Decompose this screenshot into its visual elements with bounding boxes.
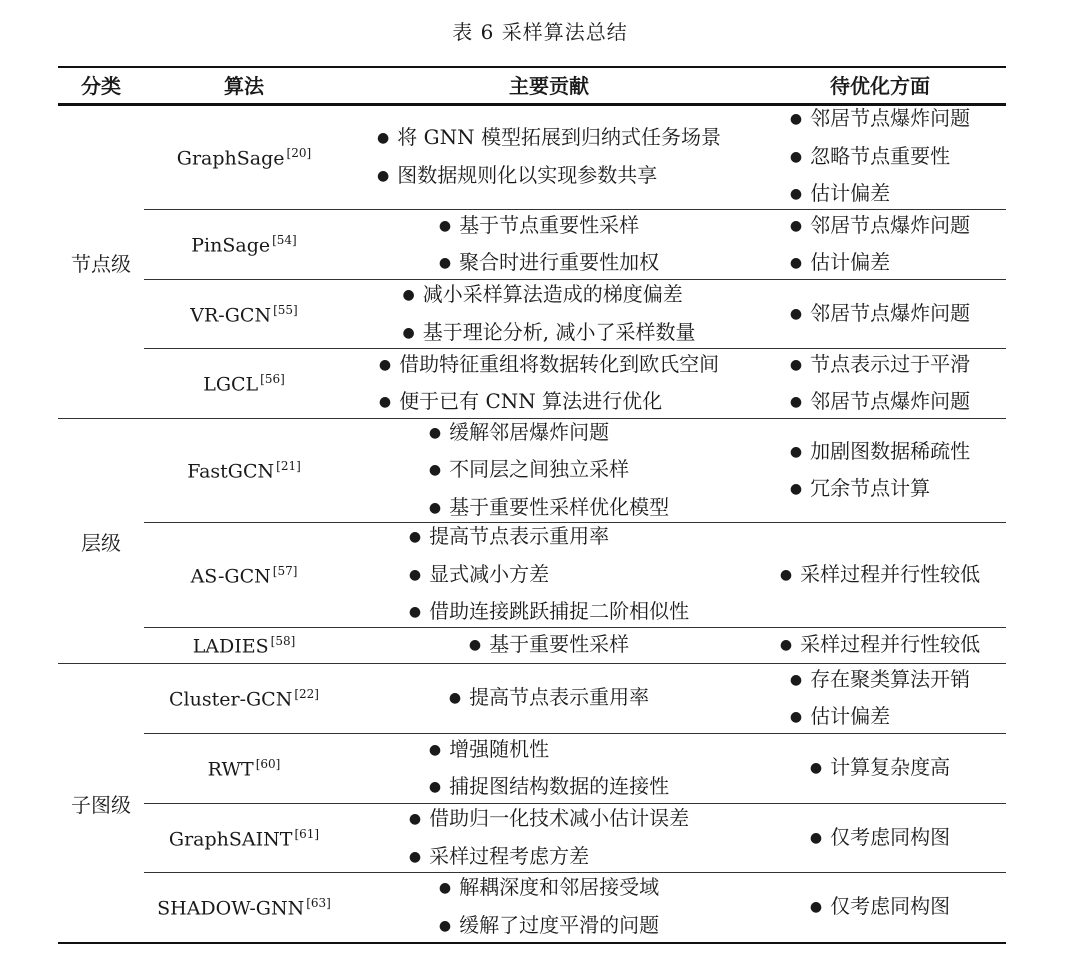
improvement-text: 采样过程并行性较低 — [800, 632, 981, 657]
contribution-text: 增强随机性 — [449, 736, 550, 761]
improvement-item — [790, 208, 970, 246]
bullet-icon: ● — [408, 848, 422, 865]
bullet-icon: ● — [438, 917, 452, 934]
algorithm-name — [187, 459, 301, 482]
improvement-item — [810, 750, 950, 788]
algorithm-cell — [144, 628, 344, 664]
contribution-item — [409, 801, 689, 839]
algorithm-cell — [144, 734, 344, 804]
algorithm-name — [169, 687, 319, 710]
contribution-cell — [344, 105, 754, 210]
improvement-item — [790, 245, 890, 283]
contribution-list — [469, 627, 629, 665]
improvement-item — [810, 820, 950, 858]
improvement-text: 估计偏差 — [810, 250, 891, 274]
improvement-list — [810, 820, 950, 858]
contribution-text: 采样过程考虑方差 — [429, 843, 590, 868]
bullet-icon: ● — [468, 637, 482, 654]
improvement-item — [790, 139, 950, 177]
bullet-icon: ● — [402, 287, 415, 303]
algorithm-cell — [144, 804, 344, 873]
bullet-icon: ● — [789, 305, 803, 322]
improvement-text: 节点表示过于平滑 — [810, 351, 971, 376]
improvement-item — [790, 101, 970, 139]
contribution-text: 提高节点表示重用率 — [429, 524, 610, 549]
contribution-text: 捕捉图结构数据的连接性 — [449, 774, 670, 798]
reference-citation: [21] — [276, 459, 301, 474]
contribution-cell — [344, 280, 754, 349]
bullet-icon: ● — [789, 671, 803, 688]
contribution-list — [409, 801, 689, 876]
improvement-text: 采样过程并行性较低 — [800, 561, 981, 586]
improvement-item — [790, 347, 970, 385]
bullet-icon: ● — [438, 255, 452, 271]
improvement-item — [790, 471, 930, 509]
bullet-icon: ● — [448, 690, 462, 707]
improvement-list — [780, 557, 980, 595]
header-algorithm: 算法 — [224, 74, 264, 98]
algorithm-label: LADIES — [192, 635, 269, 658]
reference-citation: [56] — [260, 372, 285, 387]
improvement-text: 邻居节点爆炸问题 — [810, 212, 971, 237]
contribution-item — [429, 452, 629, 490]
algorithm-name — [191, 564, 298, 587]
contribution-item — [469, 627, 629, 665]
bullet-icon: ● — [789, 356, 803, 373]
improvement-item — [790, 296, 970, 334]
contribution-item — [429, 415, 609, 453]
algorithm-label: GraphSAINT — [168, 828, 293, 851]
improvement-cell — [754, 349, 1006, 419]
contribution-list — [409, 519, 689, 632]
algorithm-name — [190, 303, 297, 326]
contribution-list — [403, 277, 696, 352]
contribution-text: 不同层之间独立采样 — [449, 457, 630, 482]
contribution-list — [429, 415, 669, 528]
improvement-text: 仅考虑同构图 — [830, 824, 951, 849]
algorithm-cell — [144, 105, 344, 210]
bullet-icon: ● — [789, 709, 803, 725]
contribution-item — [409, 519, 609, 557]
improvement-text: 计算复杂度高 — [830, 755, 951, 780]
improvement-list — [810, 750, 950, 788]
algorithm-cell — [144, 419, 344, 523]
improvement-text: 邻居节点爆炸问题 — [810, 300, 971, 325]
bullet-icon: ● — [438, 880, 452, 896]
algorithm-label: SHADOW-GNN — [157, 897, 305, 920]
improvement-text: 加剧图数据稀疏性 — [810, 438, 971, 463]
bullet-icon: ● — [438, 217, 452, 234]
improvement-cell — [754, 210, 1006, 280]
reference-citation: [22] — [294, 687, 319, 702]
algorithm-cell — [144, 349, 344, 419]
improvement-cell — [754, 628, 1006, 664]
improvement-text: 仅考虑同构图 — [830, 893, 951, 918]
reference-citation: [55] — [273, 302, 298, 317]
contribution-text: 基于重要性采样优化模型 — [449, 494, 670, 519]
improvement-item — [780, 627, 980, 665]
reference-citation: [20] — [286, 145, 312, 160]
contribution-text: 将 GNN 模型拓展到归纳式任务场景 — [397, 125, 721, 149]
improvement-text: 估计偏差 — [810, 181, 891, 206]
bullet-icon: ● — [789, 148, 803, 165]
improvement-item — [780, 557, 980, 595]
improvement-cell — [754, 804, 1006, 873]
contribution-item — [409, 557, 549, 595]
bullet-icon: ● — [428, 779, 442, 795]
contribution-text: 基于重要性采样 — [489, 632, 630, 657]
contribution-list — [429, 732, 669, 807]
contribution-text: 图数据规则化以实现参数共享 — [397, 162, 658, 187]
algorithm-name — [193, 634, 296, 657]
contribution-list — [377, 120, 721, 195]
improvement-list — [790, 101, 970, 214]
contribution-text: 借助特征重组将数据转化到欧氏空间 — [399, 351, 720, 376]
contribution-item — [429, 732, 549, 770]
contribution-item — [439, 870, 659, 908]
improvement-cell — [754, 280, 1006, 349]
algorithm-label: VR-GCN — [190, 304, 272, 327]
improvement-list — [810, 889, 950, 927]
contribution-cell — [344, 734, 754, 804]
contribution-item — [377, 120, 721, 158]
bullet-icon: ● — [789, 186, 803, 203]
improvement-list — [790, 208, 970, 283]
reference-citation: [54] — [272, 233, 297, 248]
contribution-text: 借助归一化技术减小估计误差 — [429, 806, 690, 830]
bullet-icon: ● — [408, 604, 422, 621]
contribution-text: 缓解了过度平滑的问题 — [459, 912, 660, 937]
algorithm-label: GraphSage — [176, 147, 285, 170]
improvement-item — [810, 889, 950, 927]
improvement-text: 估计偏差 — [810, 704, 891, 728]
bullet-icon: ● — [809, 760, 823, 777]
algorithm-label: LGCL — [203, 373, 259, 396]
bullet-icon: ● — [408, 529, 422, 546]
bullet-icon: ● — [789, 217, 803, 234]
reference-citation: [60] — [255, 757, 281, 772]
reference-citation: [63] — [306, 895, 331, 910]
algorithm-cell — [144, 523, 344, 628]
algorithm-label: PinSage — [191, 234, 271, 257]
algorithm-cell — [144, 873, 344, 942]
reference-citation: [58] — [270, 634, 296, 649]
improvement-list — [790, 434, 970, 509]
contribution-list — [439, 870, 659, 945]
contribution-text: 便于已有 CNN 算法进行优化 — [399, 389, 663, 413]
improvement-item — [790, 699, 890, 737]
contribution-text: 减小采样算法造成的梯度偏差 — [422, 282, 683, 306]
header-category: 分类 — [81, 74, 121, 98]
contribution-item — [449, 680, 649, 718]
bullet-icon: ● — [779, 637, 793, 654]
contribution-cell — [344, 523, 754, 628]
category-label: 节点级 — [71, 251, 131, 276]
contribution-text: 基于节点重要性采样 — [459, 212, 640, 237]
improvement-cell — [754, 419, 1006, 523]
bullet-icon: ● — [428, 499, 442, 516]
bullet-icon: ● — [809, 829, 823, 846]
improvement-cell — [754, 734, 1006, 804]
bullet-icon: ● — [789, 255, 803, 271]
algorithm-label: Cluster-GCN — [169, 688, 293, 711]
bullet-icon: ● — [789, 394, 803, 410]
algorithm-name — [177, 146, 311, 169]
contribution-cell — [344, 419, 754, 523]
improvement-text: 邻居节点爆炸问题 — [810, 106, 971, 131]
contribution-text: 解耦深度和邻居接受域 — [459, 875, 660, 899]
algorithm-cell — [144, 664, 344, 734]
contribution-item — [439, 908, 659, 946]
improvement-item — [790, 662, 970, 700]
bullet-icon: ● — [377, 130, 390, 146]
contribution-cell — [344, 804, 754, 873]
contribution-text: 聚合时进行重要性加权 — [459, 250, 660, 274]
algorithm-name — [203, 372, 285, 395]
algorithm-label: RWT — [207, 758, 254, 781]
contribution-item — [377, 158, 657, 196]
algorithm-cell — [144, 280, 344, 349]
bullet-icon: ● — [428, 424, 442, 441]
contribution-list — [449, 680, 649, 718]
contribution-cell — [344, 628, 754, 664]
improvement-list — [790, 347, 970, 422]
contribution-text: 提高节点表示重用率 — [469, 685, 650, 710]
contribution-item — [379, 347, 719, 385]
contribution-list — [439, 208, 659, 283]
contribution-cell — [344, 210, 754, 280]
bullet-icon: ● — [428, 741, 442, 758]
bullet-icon: ● — [779, 566, 793, 583]
contribution-text: 显式减小方差 — [429, 561, 550, 586]
improvement-item — [790, 384, 970, 422]
contribution-cell — [344, 873, 754, 942]
algorithm-name — [169, 827, 319, 850]
algorithm-cell — [144, 210, 344, 280]
bullet-icon: ● — [378, 356, 392, 373]
bullet-icon: ● — [402, 324, 415, 341]
contribution-text: 缓解邻居爆炸问题 — [449, 419, 610, 444]
improvement-cell — [754, 664, 1006, 734]
improvement-list — [780, 627, 980, 665]
category-label: 子图级 — [71, 792, 131, 817]
improvement-text: 冗余节点计算 — [810, 476, 931, 500]
improvement-text: 邻居节点爆炸问题 — [810, 389, 971, 413]
bullet-icon: ● — [408, 811, 422, 827]
header-contribution: 主要贡献 — [509, 74, 589, 98]
algorithm-name — [191, 233, 297, 256]
bullet-icon: ● — [789, 111, 803, 128]
contribution-item — [403, 277, 683, 315]
contribution-text: 基于理论分析, 减小了采样数量 — [422, 319, 696, 344]
category-label: 层级 — [81, 531, 121, 555]
bullet-icon: ● — [408, 566, 422, 583]
header-improvement: 待优化方面 — [830, 74, 930, 98]
contribution-list — [379, 347, 719, 422]
contribution-cell — [344, 664, 754, 734]
algorithm-label: AS-GCN — [190, 565, 271, 588]
improvement-item — [790, 434, 970, 472]
algorithm-name — [208, 757, 281, 780]
improvement-text: 存在聚类算法开销 — [810, 666, 971, 691]
table-caption: 表 6 采样算法总结 — [452, 20, 628, 44]
bullet-icon: ● — [377, 167, 390, 184]
algorithm-name — [157, 896, 331, 919]
improvement-cell — [754, 873, 1006, 942]
contribution-cell — [344, 349, 754, 419]
contribution-item — [439, 208, 639, 246]
bullet-icon: ● — [789, 481, 803, 497]
improvement-cell — [754, 105, 1006, 210]
bullet-icon: ● — [809, 898, 823, 915]
contribution-text: 借助连接跳跃捕捉二阶相似性 — [429, 599, 690, 624]
bullet-icon: ● — [428, 462, 442, 479]
improvement-list — [790, 296, 970, 334]
reference-citation: [57] — [272, 563, 298, 578]
improvement-cell — [754, 523, 1006, 628]
improvement-text: 忽略节点重要性 — [810, 143, 951, 168]
bullet-icon: ● — [378, 394, 392, 410]
reference-citation: [61] — [294, 826, 320, 841]
bullet-icon: ● — [789, 443, 803, 460]
improvement-list — [790, 662, 970, 737]
algorithm-label: FastGCN — [187, 460, 275, 483]
